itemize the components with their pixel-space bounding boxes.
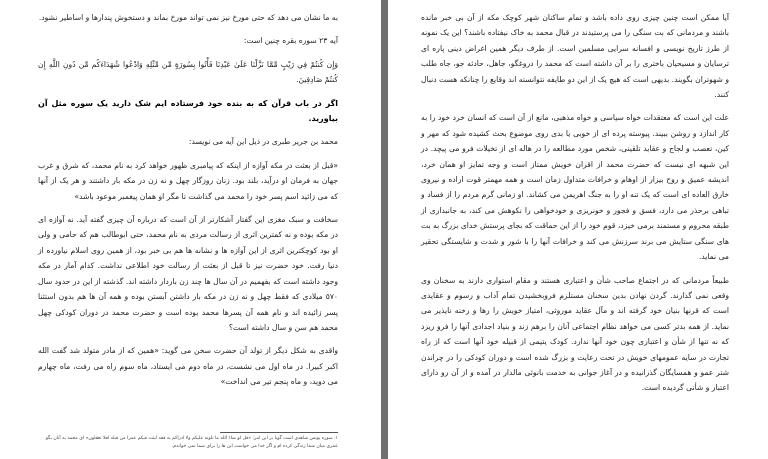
paragraph: به ما نشان می دهد که حتی مورخ نیز نمی تواند مورخ بماند و دستخوش پندارها و اساطیر نشود. bbox=[38, 13, 338, 22]
footnote-divider bbox=[220, 432, 338, 433]
quran-verse: وَإِن كُنتُمْ فِي رَيْبٍ مِّمَّا نَزَّلْنَا عَلَىٰ عَبْدِنَا فَأْتُوا بِسُورَةٍ مِّن مِّثْلِهِ وَادْعُوا شُهَدَاءَكُم مِّن دُونِ اللَّهِ إِن كُنتُمْ صَادِقِينَ. bbox=[38, 59, 338, 85]
right-page bbox=[388, 0, 768, 459]
paragraph: محمد بن جریر طبری در ذیل این آیه می نویسد: bbox=[188, 137, 338, 147]
verse-translation-heading: اگر در باب قرآن که به بنده خود فرستاده ایم شک دارید یک سوره مثل آن بیاورید. bbox=[38, 98, 338, 124]
paragraph: آیا ممکن است چنین چیزی روی داده باشد و تمام ساکنان شهر کوچک مکه از آن بی خبر مانده باشند و مردمانی که بت سنگی را می پرستیدند در قبال محمد به خاک نیفتاده باشند؟ این یک نمونه از طرز تاریخ نویسی و افسانه سرایی مسلمین است. از طرف دیگر همین اغراض دینی پاره ای ترسایان و مسیحیان باختری را بر آن داشته است که محمد را دروغگو، جاهل، حادثه جو، جاه طلب و شهوتران بگویند. بدیهی است که هیچ یک از این دو طایفه نتوانسته اند وقایع را چنانکه هست دنبال کنند. bbox=[421, 13, 729, 100]
left-page-text bbox=[38, 10, 338, 398]
right-page-text bbox=[421, 10, 729, 404]
paragraph: سخافت و سبک مغزی این گفتار آشکارتر از آن است که درباره آن چیزی گفته آید. نه آوازه ای در مکه بوده و نه کمترین اثری از رسالت مردی به نام محمد، حتی ابوطالب هم که حامی و ولی او بود کوچکترین اثری از این آوازه ها و نشانه ها هم بی خبر بود، از همین روی اسلام نیاورده از دنیا رفت. خود حضرت نیز تا قبل از بعثت از رسالت خود اطلاعی نداشت. کدام آمار در مکه وجود داشته است که بفهمیم در آن سال ها چند زن باردار داشته اند. گذشته از این در حدود سال ٥٧٠ میلادی که فقط چهل و نه زن در مکه بار داشتن آبستن بوده و همه آن ها هم بدون استثنا پسر زائیده اند و نام همه آن پسرها محمد بوده است و حضرت محمد در دوران کودکی چهل محمد هم سن و سال داشته است؟ bbox=[38, 215, 338, 332]
paragraph: «قبل از بعثت در مکه آوازه از اینکه که پیامبری ظهور خواهد کرد به نام محمد، که شرق و غرب جهان به فرمان او درآید، بلند بود. زنان روزگار چهل و نه زن در مکه بار داشتند و هر یک از آنها که می زائید اسم پسر خود را محمد می گذاشت تا مگر او همان پیغمبر موعود باشد» bbox=[38, 160, 338, 201]
page-gutter bbox=[381, 0, 388, 459]
paragraph: علت این است که معتقدات خواه سیاسی و خواه مذهبی، مانع از آن است که انسان خرد خود را به کار اندازد و روشن ببیند. پیوسته پرده ای از خوبی یا بدی روی موضوع بحث کشیده شود که مهر و کین، تعصب و لجاج و عقاید تلقینی، شخص مورد مطالعه را در هاله ای از تخیلات فرو می پیچد. در این شبهه ای نیست که حضرت محمد از اقران خویش ممتاز است و وجه تمایز او همان خرد، اندیشه عمیق و روح بیزار از اوهام و خرافات متداول زمان است و همه مهمتر قوت اراده و نیروی خارق العاده ای است که یک تنه او را به جنگ اهریمن می کشاند. او زمانی گرم مردم را از فساد و تباهی برحذر می دارد، فسق و فجور و خونریزی و خودخواهی را نکوهش می کند، به جانبداری از طبقه محروم و مستمند برمی خیزد، قوم خود را از این حماقت که بجای پرستش خدای بزرگ به بت های سنگی ستایش می برند سرزنش می کند و خرافات آنها را با شور و شدت و شایستگی تحقیر می نماید. bbox=[421, 113, 729, 262]
verse-intro: آیه ٢٣ سوره بقره چنین است: bbox=[243, 36, 338, 46]
paragraph: طبیعاً مردمانی که در اجتماع صاحب شأن و اعتباری هستند و مقام استواری دارند به سخنان وی وقعی نمی گذارند. گردن نهادن بدین سخنان مستلزم فروبخشیدن تمام آداب و رسوم و عقایدی است که قرنها بنیان خود گرفته اند و مآل عقاید موروثی، امتیاز خویش را رها و رخنه نایذیر می نماید. از همه بدتر کسی می خواهد نظام اجتماعی آنان را برهم زند و بنیاد اجدادی آنها را فرو ریزد که نه تنها از شأن و اعتباری چون خود آنها ندارد. کودک یتیمی از قبیله خود آنها است که از راه تجارت در سایه عمومهای خویش در تحت رعایت و بزرگ شده است و دوران کودکی را در چراندن شتر عمو و همسایگان گذرانیده و در آغاز جوانی به خدمت بانوئی مالدار در آمده و از آن رو دارای اعتبار و شأنی گردیده است. bbox=[421, 275, 729, 393]
footnote bbox=[38, 435, 338, 451]
footnote-line: عمری میان شما زندگی کرده ام و اگر خدا می خواست این ها را برای شما نمی خواندم. bbox=[171, 444, 338, 449]
left-page bbox=[0, 0, 381, 459]
paragraph: واقدی به شکل دیگر از تولد آن حضرت سخن می گوید: «همین که از مادر متولد شد گفت الله اکبر کبیرا. در ماه اول می نشست، در ماه دوم می ایستاد، ماه سوم راه می رفت، ماه چهارم می دوید، و ماه پنجم تیر می انداخت» bbox=[38, 346, 338, 387]
footnote-line: ١. سوره یونس شاهدی است گویا بر این امر: «قل لو شاء الله ما تلوته علیکم ولا ادراکم به فقد لبثت فیکم عمرا من قبله افلا تعقلون» ای محمد به آنان بگو bbox=[45, 436, 338, 441]
